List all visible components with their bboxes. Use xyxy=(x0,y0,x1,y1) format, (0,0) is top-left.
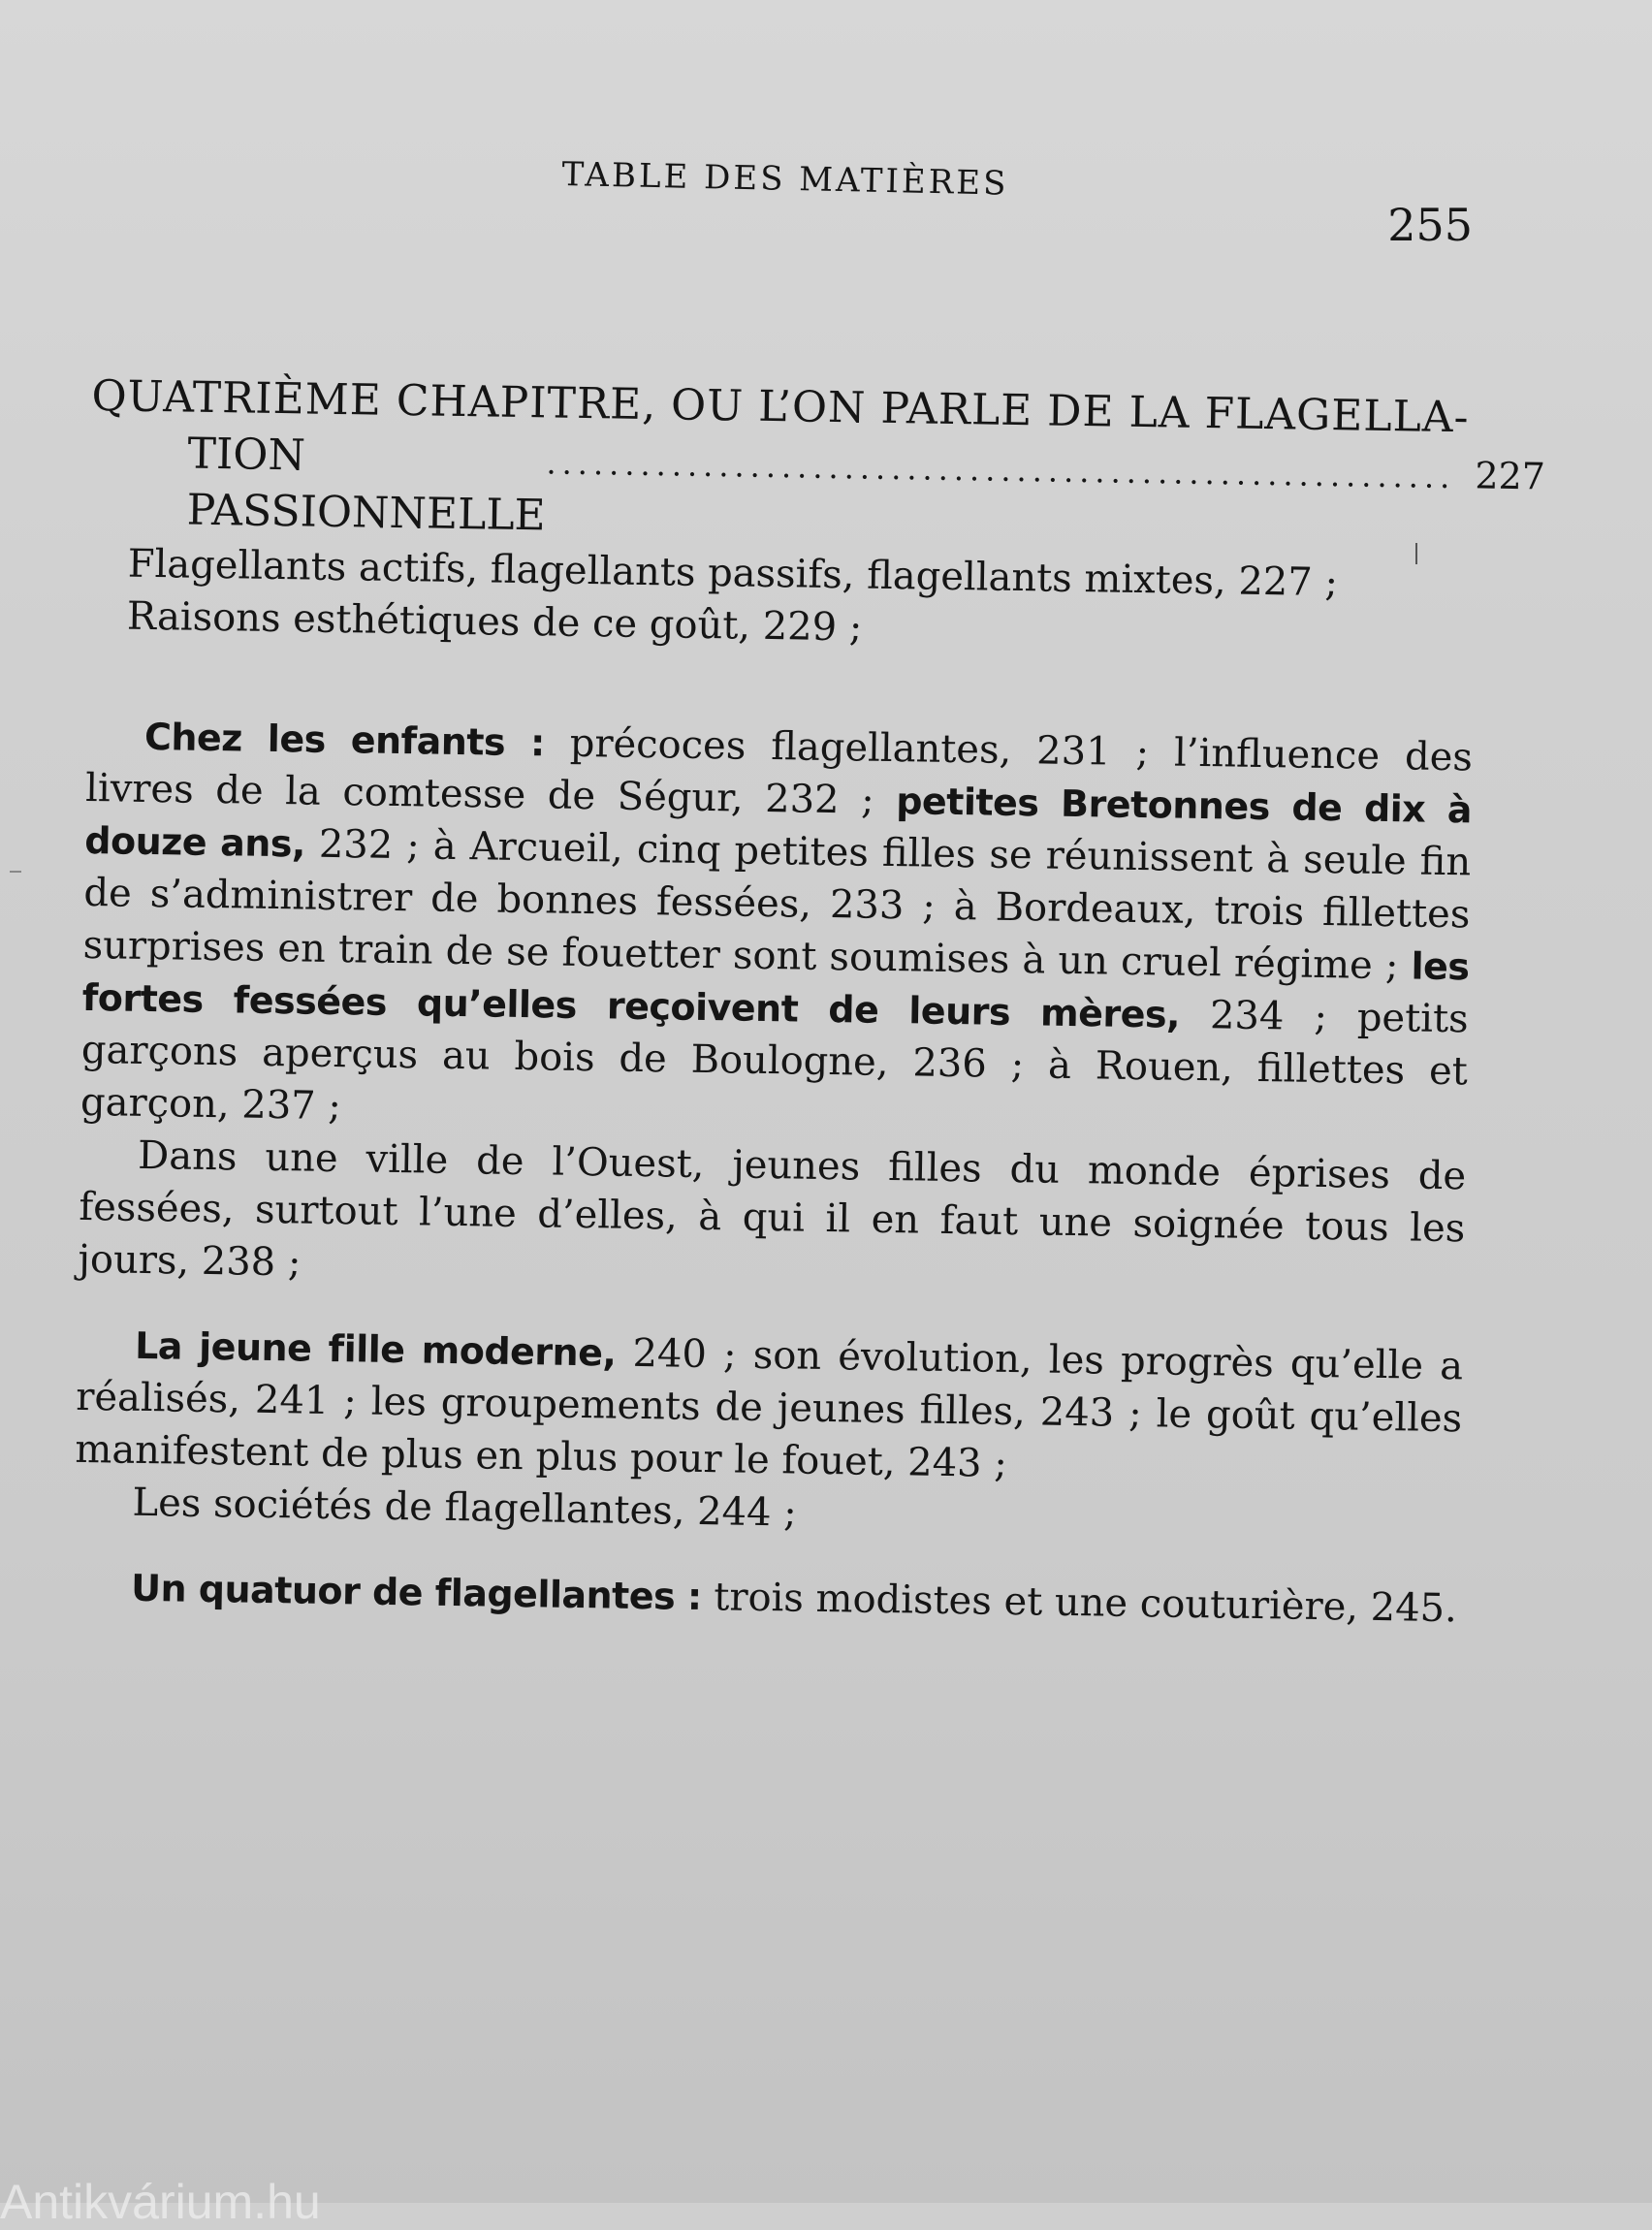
margin-tick xyxy=(1415,543,1417,564)
page-number: 255 xyxy=(1387,199,1473,251)
toc-text: 240 ; son évolution, les progrès qu’elle a réalisés, 241 ; les groupements de jeunes filles, 243 ; le goût qu’elles manifestent de plus en plus pour le fouet, 243 ; xyxy=(75,1330,1464,1486)
dot-leaders: .......................................................... xyxy=(546,444,1456,496)
toc-paragraph: Les sociétés de flagellantes, 244 ; xyxy=(132,1480,798,1536)
running-title: TABLE DES MATIÈRES xyxy=(561,155,1009,204)
toc-text: trois modistes et une couturière, 245. xyxy=(701,1575,1458,1632)
margin-mark xyxy=(10,871,21,873)
subheading: les fortes fessées qu’elles reçoivent de leurs mères, xyxy=(81,944,1470,1036)
toc-text: précoces flagellantes, 231 ; l’influence des livres de la comtesse de Ségur, 232 ; xyxy=(84,720,1474,824)
toc-paragraph-children xyxy=(80,710,1474,1150)
toc-text: 234 ; petits garçons aperçus au bois de Boulogne, 236 ; à Rouen, fillettes et garçon, 237 ; xyxy=(79,992,1469,1130)
toc-entry: Raisons esthétiques de ce goût, 229 ; xyxy=(126,593,863,651)
toc-entry: Flagellants actifs, flagellants passifs, flagellants mixtes, 227 ; xyxy=(127,541,1339,606)
chapter-title-line-1: QUATRIÈME CHAPITRE, OU L’ON PARLE DE LA FLAGELLA- xyxy=(91,370,1470,443)
toc-paragraph-modern-girl xyxy=(75,1319,1463,1497)
table-of-contents xyxy=(73,368,1546,1635)
toc-text: 232 ; à Arcueil, cinq petites filles se réunissent à seule fin de s’administrer de bonnes fessées, 233 ; à Bordeaux, trois fillettes surprises en train de se fouetter sont soumises à un cruel régime ; xyxy=(82,821,1472,989)
watermark: Antikvárium.hu xyxy=(0,2175,321,2229)
section-heading: Chez les enfants : xyxy=(143,715,546,765)
section-heading: Un quatuor de flagellantes : xyxy=(130,1566,702,1619)
chapter-title-continuation: TION PASSIONNELLE xyxy=(186,429,547,541)
toc-paragraph: Dans une ville de l’Ouest, jeunes filles du monde éprises de fessées, surtout l’une d’elles, à qui il en faut une soignée tous les jours, 238 ; xyxy=(78,1132,1467,1286)
section-heading: La jeune fille moderne, xyxy=(134,1323,617,1375)
subheading: petites Bretonnes de dix à douze ans, xyxy=(84,780,1473,866)
chapter-page-number: 227 xyxy=(1475,454,1546,498)
chapter-title-line-2 xyxy=(89,425,1546,558)
